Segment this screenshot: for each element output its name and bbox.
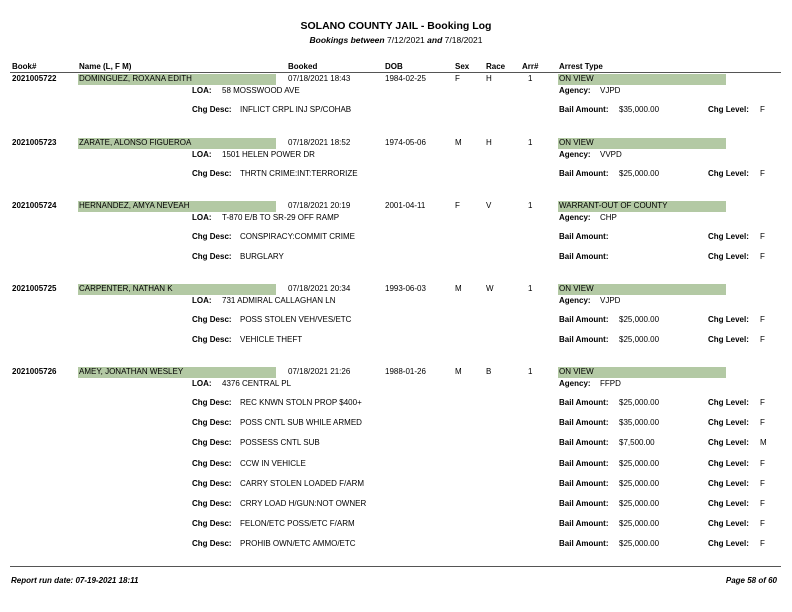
bail-amount: $25,000.00 <box>619 398 660 407</box>
charge-description: BURGLARY <box>240 252 284 262</box>
end-date: 7/18/2021 <box>444 35 483 45</box>
bail-amount-label: Bail Amount: <box>559 315 609 324</box>
inmate-name: CARPENTER, NATHAN K <box>79 284 173 293</box>
header-divider <box>10 72 781 73</box>
chg-level-label: Chg Level: <box>708 335 749 345</box>
chg-level-label: Chg Level: <box>708 458 749 468</box>
charge-level: F <box>760 252 765 262</box>
charge-description: FELON/ETC POSS/ETC F/ARM <box>240 519 355 529</box>
bail-amount-label: Bail Amount: <box>559 105 609 114</box>
race: W <box>486 284 494 293</box>
date-of-birth: 1974-05-06 <box>385 138 426 147</box>
charge-level: F <box>760 169 765 178</box>
bail-amount-label: Bail Amount: <box>559 169 609 178</box>
chg-desc-label: Chg Desc: <box>192 169 232 178</box>
report-subtitle <box>0 35 792 45</box>
arrest-number: 1 <box>528 367 533 376</box>
arrest-type: ON VIEW <box>559 74 594 83</box>
charge-description: VEHICLE THEFT <box>240 335 303 345</box>
col-header-booked: Booked <box>288 62 318 71</box>
charge-level: F <box>760 458 765 468</box>
charge-description: CARRY STOLEN LOADED F/ARM <box>240 478 365 488</box>
chg-level-label: Chg Level: <box>708 438 749 448</box>
chg-desc-label: Chg Desc: <box>192 252 232 262</box>
sex: F <box>455 201 460 210</box>
bail-amount: $25,000.00 <box>619 519 660 529</box>
charge-description: CCW IN VEHICLE <box>240 458 306 468</box>
chg-level-label: Chg Level: <box>708 398 749 407</box>
agency: FFPD <box>600 379 621 388</box>
bail-amount: $25,000.00 <box>619 499 660 508</box>
chg-level-label: Chg Level: <box>708 315 749 324</box>
race: H <box>486 74 492 83</box>
arrest-type: WARRANT-OUT OF COUNTY <box>559 201 668 210</box>
bail-amount-label: Bail Amount: <box>559 438 609 448</box>
book-number: 2021005723 <box>12 138 57 147</box>
subtitle-and: and <box>427 35 443 45</box>
bail-amount-label: Bail Amount: <box>559 499 609 508</box>
inmate-name: AMEY, JONATHAN WESLEY <box>79 367 184 376</box>
agency-label: Agency: <box>559 150 591 159</box>
charge-level: F <box>760 539 765 549</box>
chg-level-label: Chg Level: <box>708 169 749 178</box>
start-date: 7/12/2021 <box>386 35 425 45</box>
chg-desc-label: Chg Desc: <box>192 438 232 448</box>
inmate-name: HERNANDEZ, AMYA NEVEAH <box>79 201 190 210</box>
charge-level: F <box>760 232 765 241</box>
location-of-arrest: 4376 CENTRAL PL <box>222 379 292 388</box>
bail-amount-label: Bail Amount: <box>559 519 609 529</box>
chg-desc-label: Chg Desc: <box>192 539 232 549</box>
location-of-arrest: T-870 E/B TO SR-29 OFF RAMP <box>222 213 340 222</box>
bail-amount: $7,500.00 <box>619 438 655 448</box>
chg-level-label: Chg Level: <box>708 519 749 529</box>
race: B <box>486 367 492 376</box>
book-number: 2021005724 <box>12 201 57 210</box>
location-of-arrest: 1501 HELEN POWER DR <box>222 150 315 159</box>
charge-description: POSS CNTL SUB WHILE ARMED <box>240 418 362 428</box>
charge-description: REC KNWN STOLN PROP $400+ <box>240 398 362 407</box>
report-run-date: Report run date: 07-19-2021 18:11 <box>11 576 139 585</box>
bail-amount: $25,000.00 <box>619 169 660 178</box>
inmate-name: ZARATE, ALONSO FIGUEROA <box>79 138 192 147</box>
page-number: Page 58 of 60 <box>725 576 777 585</box>
loa-label: LOA: <box>192 213 212 222</box>
col-header-arrest-type: Arrest Type <box>559 62 603 71</box>
location-of-arrest: 731 ADMIRAL CALLAGHAN LN <box>222 296 336 305</box>
chg-desc-label: Chg Desc: <box>192 398 232 407</box>
bail-amount-label: Bail Amount: <box>559 539 609 549</box>
charge-level: F <box>760 315 765 324</box>
charge-level: F <box>760 478 765 488</box>
race: V <box>486 201 492 210</box>
charge-description: POSS STOLEN VEH/VES/ETC <box>240 315 352 324</box>
agency-label: Agency: <box>559 86 591 95</box>
loa-label: LOA: <box>192 296 212 305</box>
loa-label: LOA: <box>192 379 212 388</box>
chg-desc-label: Chg Desc: <box>192 315 232 324</box>
sex: M <box>455 367 462 376</box>
charge-level: M <box>760 438 767 448</box>
bail-amount: $25,000.00 <box>619 478 660 488</box>
charge-description: THRTN CRIME:INT:TERRORIZE <box>240 169 358 178</box>
chg-desc-label: Chg Desc: <box>192 105 232 114</box>
col-header-name: Name (L, F M) <box>79 62 132 71</box>
charge-level: F <box>760 335 765 345</box>
loa-label: LOA: <box>192 150 212 159</box>
arrest-number: 1 <box>528 201 533 210</box>
chg-desc-label: Chg Desc: <box>192 458 232 468</box>
charge-description: POSSESS CNTL SUB <box>240 438 320 448</box>
chg-desc-label: Chg Desc: <box>192 232 232 241</box>
booked-datetime: 07/18/2021 18:52 <box>288 138 351 147</box>
chg-desc-label: Chg Desc: <box>192 519 232 529</box>
bail-amount-label: Bail Amount: <box>559 418 609 428</box>
bail-amount-label: Bail Amount: <box>559 458 609 468</box>
footer-divider <box>10 566 781 567</box>
agency: VJPD <box>600 86 621 95</box>
agency-label: Agency: <box>559 296 591 305</box>
charge-level: F <box>760 499 765 508</box>
book-number: 2021005726 <box>12 367 57 376</box>
agency: VVPD <box>600 150 622 159</box>
col-header-arr: Arr# <box>522 62 539 71</box>
date-of-birth: 1984-02-25 <box>385 74 426 83</box>
date-of-birth: 1993-06-03 <box>385 284 426 293</box>
col-header-dob: DOB <box>385 62 403 71</box>
agency-label: Agency: <box>559 213 591 222</box>
date-of-birth: 1988-01-26 <box>385 367 426 376</box>
charge-level: F <box>760 418 765 428</box>
book-number: 2021005725 <box>12 284 57 293</box>
chg-desc-label: Chg Desc: <box>192 418 232 428</box>
chg-desc-label: Chg Desc: <box>192 478 232 488</box>
charge-level: F <box>760 519 765 529</box>
agency: VJPD <box>600 296 621 305</box>
bail-amount: $35,000.00 <box>619 418 660 428</box>
date-of-birth: 2001-04-11 <box>385 201 426 210</box>
sex: M <box>455 284 462 293</box>
booked-datetime: 07/18/2021 20:34 <box>288 284 351 293</box>
booked-datetime: 07/18/2021 18:43 <box>288 74 351 83</box>
bail-amount: $25,000.00 <box>619 315 660 324</box>
inmate-name: DOMINGUEZ, ROXANA EDITH <box>79 74 192 83</box>
charge-description: CONSPIRACY:COMMIT CRIME <box>240 232 355 241</box>
chg-desc-label: Chg Desc: <box>192 499 232 508</box>
book-number: 2021005722 <box>12 74 57 83</box>
bail-amount: $25,000.00 <box>619 335 660 345</box>
col-header-race: Race <box>486 62 506 71</box>
chg-desc-label: Chg Desc: <box>192 335 232 345</box>
bail-amount: $35,000.00 <box>619 105 660 114</box>
arrest-type: ON VIEW <box>559 284 594 293</box>
col-header-book: Book# <box>12 62 37 71</box>
agency-label: Agency: <box>559 379 591 388</box>
sex: F <box>455 74 460 83</box>
chg-level-label: Chg Level: <box>708 418 749 428</box>
bail-amount-label: Bail Amount: <box>559 398 609 407</box>
report-title: SOLANO COUNTY JAIL - Booking Log <box>300 20 492 32</box>
bail-amount-label: Bail Amount: <box>559 478 609 488</box>
arrest-number: 1 <box>528 74 533 83</box>
loa-label: LOA: <box>192 86 212 95</box>
chg-level-label: Chg Level: <box>708 539 749 549</box>
location-of-arrest: 58 MOSSWOOD AVE <box>222 86 300 95</box>
arrest-number: 1 <box>528 284 533 293</box>
chg-level-label: Chg Level: <box>708 105 749 114</box>
bail-amount-label: Bail Amount: <box>559 232 609 241</box>
arrest-number: 1 <box>528 138 533 147</box>
race: H <box>486 138 492 147</box>
subtitle-prefix: Bookings between <box>309 35 385 45</box>
charge-description: PROHIB OWN/ETC AMMO/ETC <box>240 539 356 549</box>
booked-datetime: 07/18/2021 20:19 <box>288 201 351 210</box>
charge-level: F <box>760 398 765 407</box>
charge-description: INFLICT CRPL INJ SP/COHAB <box>240 105 352 114</box>
chg-level-label: Chg Level: <box>708 252 749 262</box>
chg-level-label: Chg Level: <box>708 232 749 241</box>
col-header-sex: Sex <box>455 62 470 71</box>
bail-amount: $25,000.00 <box>619 458 660 468</box>
arrest-type: ON VIEW <box>559 367 594 376</box>
bail-amount-label: Bail Amount: <box>559 252 609 262</box>
booked-datetime: 07/18/2021 21:26 <box>288 367 351 376</box>
bail-amount: $25,000.00 <box>619 539 660 549</box>
arrest-type: ON VIEW <box>559 138 594 147</box>
charge-description: CRRY LOAD H/GUN:NOT OWNER <box>240 499 367 508</box>
chg-level-label: Chg Level: <box>708 478 749 488</box>
agency: CHP <box>600 213 617 222</box>
bail-amount-label: Bail Amount: <box>559 335 609 345</box>
charge-level: F <box>760 105 765 114</box>
chg-level-label: Chg Level: <box>708 499 749 508</box>
sex: M <box>455 138 462 147</box>
